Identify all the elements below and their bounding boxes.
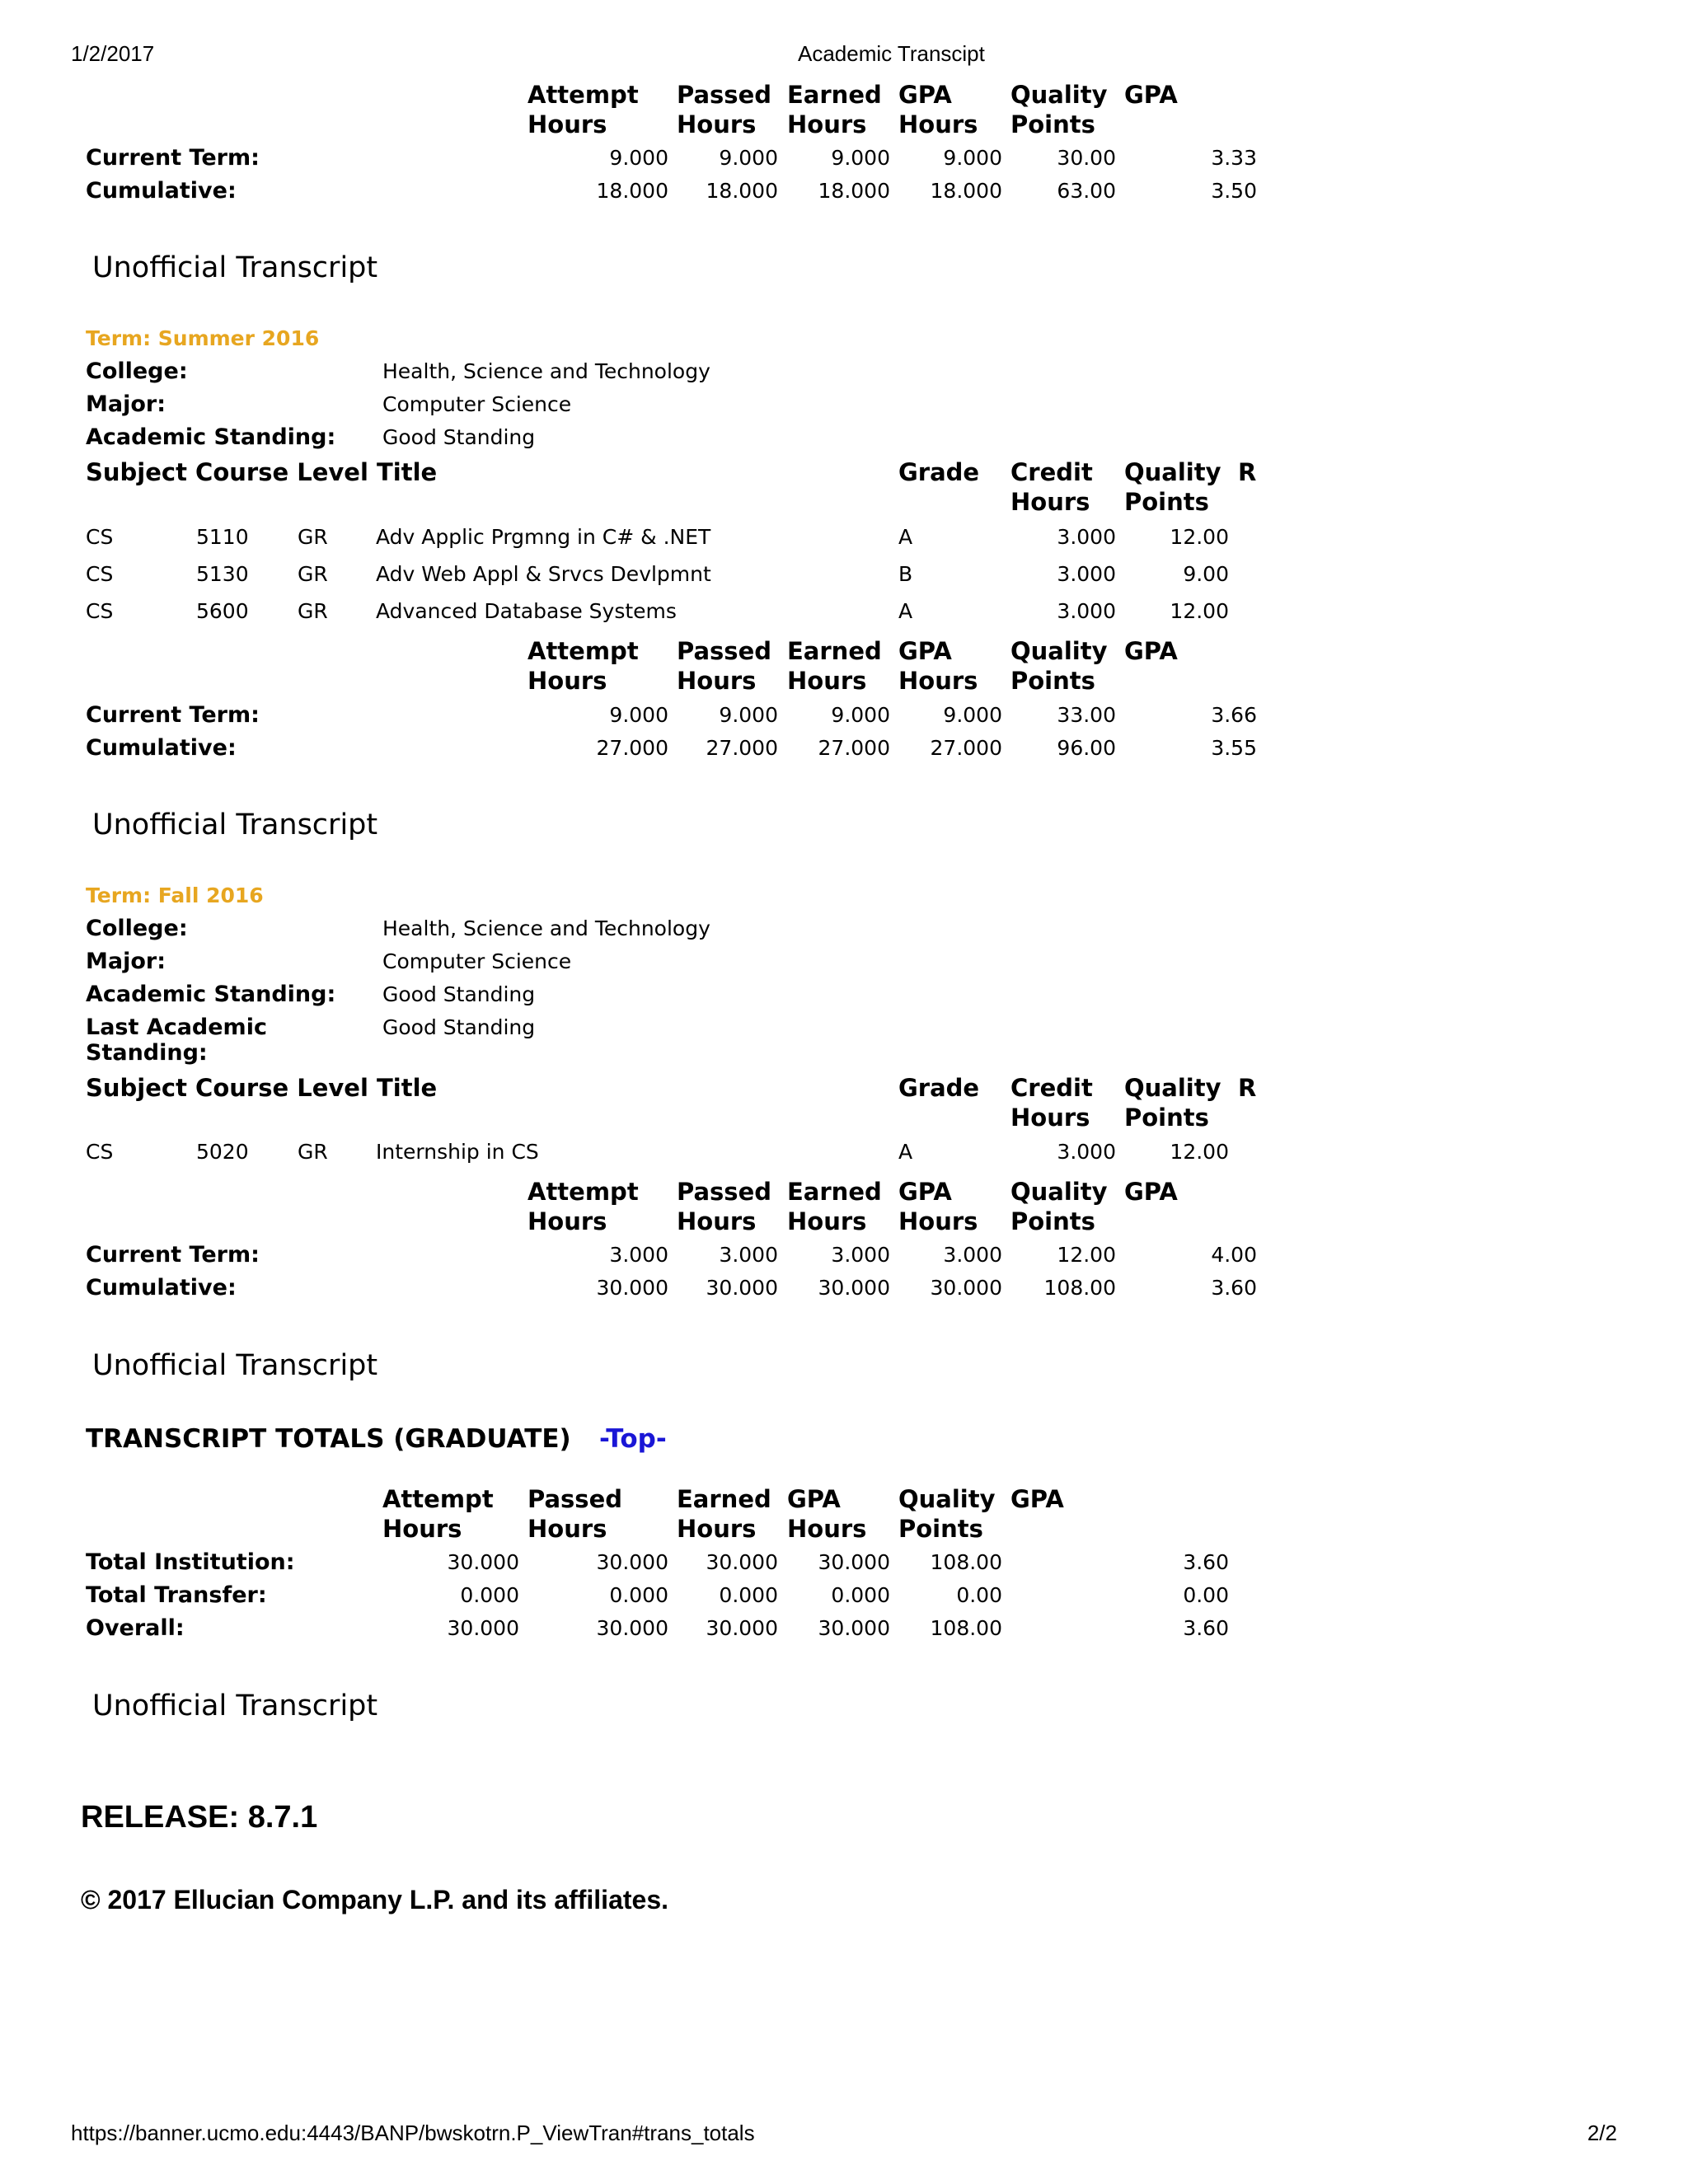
total-row-label: Total Institution: [86, 1549, 295, 1575]
col-gpa-hours: GPA Hours [898, 637, 978, 695]
stat-value: 18.000 [818, 179, 890, 203]
course-header-quality: Quality Points [1124, 458, 1221, 516]
stat-value: 3.000 [943, 1243, 1002, 1267]
col-attempt-hours: Attempt Hours [528, 81, 639, 138]
course-level: GR [298, 525, 328, 549]
stat-value: 30.000 [596, 1616, 668, 1640]
stat-value: 27.000 [596, 736, 668, 760]
stat-value: 30.000 [706, 1616, 778, 1640]
course-subject: CS [86, 525, 114, 549]
stat-value: 30.000 [447, 1550, 519, 1574]
major-value: Computer Science [382, 949, 572, 973]
col-gpa-hours: GPA Hours [898, 81, 978, 138]
course-number: 5020 [196, 1140, 249, 1164]
col-passed-hours: Passed Hours [677, 637, 771, 695]
course-title: Advanced Database Systems [376, 599, 677, 623]
stat-value: 0.000 [831, 1583, 890, 1607]
stat-value: 9.000 [719, 146, 778, 170]
col-quality-points: Quality Points [1010, 1178, 1108, 1235]
major-label: Major: [86, 949, 166, 974]
course-header-subject: Subject Course Level Title [86, 458, 438, 486]
col-attempt-hours: Attempt Hours [382, 1485, 494, 1543]
stat-value: 9.000 [943, 703, 1002, 727]
stat-value: 108.00 [930, 1550, 1002, 1574]
stat-value: 9.000 [943, 146, 1002, 170]
stat-value: 33.00 [1057, 703, 1116, 727]
course-quality: 12.00 [1170, 1140, 1229, 1164]
stat-value: 3.55 [1211, 736, 1257, 760]
course-grade: A [898, 525, 913, 549]
stat-value: 27.000 [930, 736, 1002, 760]
current-term-label: Current Term: [86, 145, 260, 171]
stat-value: 3.000 [609, 1243, 668, 1267]
release-version: RELEASE: 8.7.1 [81, 1800, 318, 1835]
unofficial-transcript-heading: Unofficial Transcript [92, 808, 378, 841]
col-gpa-hours: GPA Hours [898, 1178, 978, 1235]
stat-value: 30.000 [706, 1550, 778, 1574]
course-quality: 12.00 [1170, 525, 1229, 549]
term-heading: Term: Fall 2016 [86, 883, 264, 907]
stat-value: 30.000 [447, 1616, 519, 1640]
col-gpa-hours: GPA Hours [787, 1485, 867, 1543]
current-term-label: Current Term: [86, 702, 260, 728]
stat-value: 3.000 [719, 1243, 778, 1267]
stat-value: 30.000 [818, 1276, 890, 1300]
standing-value: Good Standing [382, 425, 536, 449]
stat-value: 18.000 [706, 179, 778, 203]
stat-value: 9.000 [719, 703, 778, 727]
stat-value: 3.33 [1211, 146, 1257, 170]
page-number: 2/2 [1587, 2121, 1617, 2145]
col-passed-hours: Passed Hours [677, 81, 771, 138]
stat-value: 3.60 [1211, 1276, 1257, 1300]
unofficial-transcript-heading: Unofficial Transcript [92, 251, 378, 284]
stat-value: 108.00 [930, 1616, 1002, 1640]
copyright: © 2017 Ellucian Company L.P. and its affiliates. [81, 1885, 668, 1915]
standing-label: Academic Standing: [86, 982, 336, 1007]
major-label: Major: [86, 391, 166, 417]
college-label: College: [86, 359, 188, 384]
course-number: 5110 [196, 525, 249, 549]
course-title: Internship in CS [376, 1140, 539, 1164]
stat-value: 30.00 [1057, 146, 1116, 170]
course-header-r: R [1238, 458, 1257, 486]
stat-value: 3.50 [1211, 179, 1257, 203]
col-earned-hours: Earned Hours [787, 81, 882, 138]
stat-value: 0.000 [719, 1583, 778, 1607]
course-number: 5130 [196, 562, 249, 586]
last-standing-value: Good Standing [382, 1015, 536, 1039]
course-header-r: R [1238, 1074, 1257, 1102]
course-subject: CS [86, 1140, 114, 1164]
major-value: Computer Science [382, 392, 572, 416]
current-term-label: Current Term: [86, 1242, 260, 1268]
course-grade: B [898, 562, 913, 586]
course-level: GR [298, 1140, 328, 1164]
stat-value: 0.00 [1183, 1583, 1229, 1607]
stat-value: 30.000 [706, 1276, 778, 1300]
stat-value: 3.60 [1183, 1616, 1229, 1640]
last-standing-label: Last Academic Standing: [86, 1015, 267, 1066]
college-value: Health, Science and Technology [382, 359, 710, 383]
stat-value: 0.00 [956, 1583, 1002, 1607]
stat-value: 3.66 [1211, 703, 1257, 727]
course-credit: 3.000 [1057, 1140, 1116, 1164]
stat-value: 12.00 [1057, 1243, 1116, 1267]
col-quality-points: Quality Points [1010, 637, 1108, 695]
stat-value: 9.000 [609, 703, 668, 727]
stat-value: 4.00 [1211, 1243, 1257, 1267]
col-earned-hours: Earned Hours [677, 1485, 771, 1543]
course-credit: 3.000 [1057, 562, 1116, 586]
course-grade: A [898, 599, 913, 623]
course-grade: A [898, 1140, 913, 1164]
course-credit: 3.000 [1057, 525, 1116, 549]
course-header-quality: Quality Points [1124, 1074, 1221, 1132]
col-attempt-hours: Attempt Hours [528, 637, 639, 695]
col-quality-points: Quality Points [1010, 81, 1108, 138]
stat-value: 9.000 [831, 703, 890, 727]
print-url: https://banner.ucmo.edu:4443/BANP/bwskotrn.P_ViewTran#trans_totals [71, 2121, 755, 2145]
stat-value: 63.00 [1057, 179, 1116, 203]
course-subject: CS [86, 599, 114, 623]
print-title: Academic Transcipt [798, 41, 985, 66]
course-header-subject: Subject Course Level Title [86, 1074, 438, 1102]
stat-value: 3.60 [1183, 1550, 1229, 1574]
standing-label: Academic Standing: [86, 424, 336, 450]
col-gpa: GPA [1124, 81, 1178, 109]
col-gpa: GPA [1010, 1485, 1064, 1513]
total-row-label: Overall: [86, 1615, 185, 1641]
stat-value: 108.00 [1043, 1276, 1116, 1300]
print-date: 1/2/2017 [71, 41, 155, 66]
stat-value: 3.000 [831, 1243, 890, 1267]
stat-value: 0.000 [460, 1583, 519, 1607]
unofficial-transcript-heading: Unofficial Transcript [92, 1349, 378, 1382]
college-value: Health, Science and Technology [382, 916, 710, 940]
course-quality: 9.00 [1183, 562, 1229, 586]
course-credit: 3.000 [1057, 599, 1116, 623]
totals-title: TRANSCRIPT TOTALS (GRADUATE) [86, 1424, 571, 1454]
stat-value: 30.000 [596, 1276, 668, 1300]
col-earned-hours: Earned Hours [787, 1178, 882, 1235]
cumulative-label: Cumulative: [86, 178, 237, 204]
course-quality: 12.00 [1170, 599, 1229, 623]
stat-value: 30.000 [930, 1276, 1002, 1300]
standing-value: Good Standing [382, 982, 536, 1006]
course-header-credit: Credit Hours [1010, 1074, 1093, 1132]
course-title: Adv Applic Prgmng in C# & .NET [376, 525, 711, 549]
col-passed-hours: Passed Hours [528, 1485, 622, 1543]
stat-value: 27.000 [818, 736, 890, 760]
cumulative-label: Cumulative: [86, 735, 237, 761]
col-earned-hours: Earned Hours [787, 637, 882, 695]
top-link[interactable]: -Top- [599, 1424, 667, 1454]
col-gpa: GPA [1124, 1178, 1178, 1206]
term-heading: Term: Summer 2016 [86, 326, 320, 350]
stat-value: 30.000 [596, 1550, 668, 1574]
course-number: 5600 [196, 599, 249, 623]
stat-value: 18.000 [596, 179, 668, 203]
stat-value: 30.000 [818, 1550, 890, 1574]
course-level: GR [298, 562, 328, 586]
stat-value: 9.000 [609, 146, 668, 170]
course-level: GR [298, 599, 328, 623]
stat-value: 27.000 [706, 736, 778, 760]
col-passed-hours: Passed Hours [677, 1178, 771, 1235]
stat-value: 18.000 [930, 179, 1002, 203]
unofficial-transcript-heading: Unofficial Transcript [92, 1690, 378, 1722]
course-title: Adv Web Appl & Srvcs Devlpmnt [376, 562, 711, 586]
stat-value: 0.000 [609, 1583, 668, 1607]
course-subject: CS [86, 562, 114, 586]
course-header-credit: Credit Hours [1010, 458, 1093, 516]
stat-value: 96.00 [1057, 736, 1116, 760]
college-label: College: [86, 916, 188, 941]
total-row-label: Total Transfer: [86, 1582, 267, 1608]
stat-value: 9.000 [831, 146, 890, 170]
course-header-grade: Grade [898, 458, 980, 486]
col-attempt-hours: Attempt Hours [528, 1178, 639, 1235]
stat-value: 30.000 [818, 1616, 890, 1640]
cumulative-label: Cumulative: [86, 1275, 237, 1301]
col-gpa: GPA [1124, 637, 1178, 665]
course-header-grade: Grade [898, 1074, 980, 1102]
col-quality-points: Quality Points [898, 1485, 996, 1543]
